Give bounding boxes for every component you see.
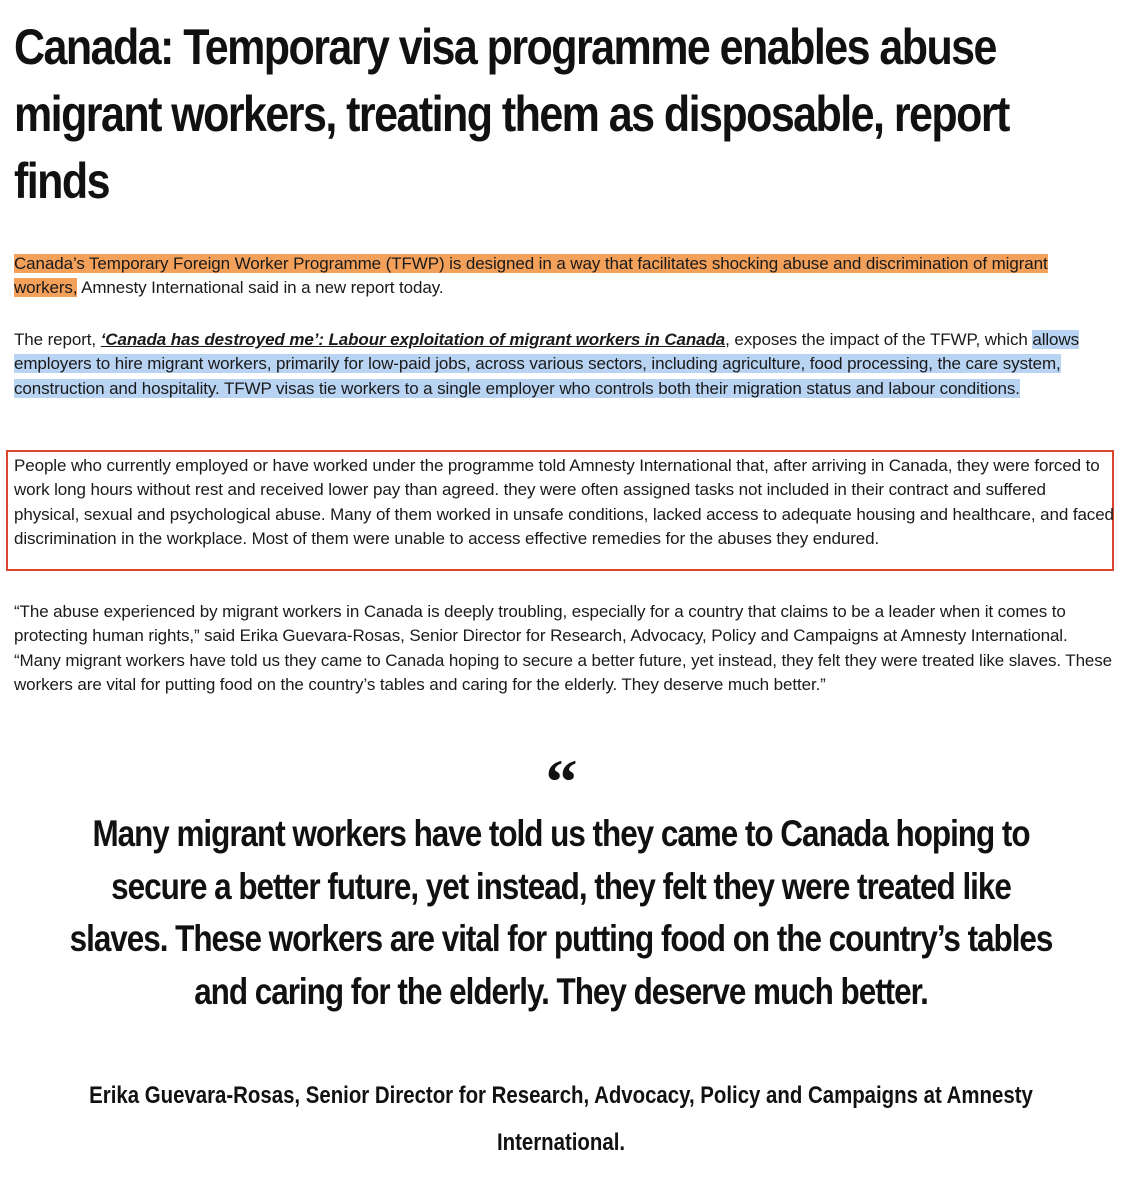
report-lead: The report, [14, 330, 101, 349]
quote-mark-icon: “ [545, 746, 578, 817]
pull-quote-text: Many migrant workers have told us they came to Canada hoping to secure a better future, yet instead, they felt they were treated like slaves. These workers are vital for putting food on the country’s tables and caring for the elderly. They deserve much better. [69, 813, 1053, 1012]
paragraph-intro [14, 252, 1114, 301]
report-title-link[interactable]: ‘Canada has destroyed me’: Labour exploitation of migrant workers in Canada [100, 330, 726, 349]
paragraph-testimony: People who currently employed or have worked under the programme told Amnesty International that, after arriving in Canada, they were forced to work long hours without rest and received lower pay than agreed. they were often assigned tasks not included in their contract and suffered physical, sexual and psychological abuse. Many of them worked in unsafe conditions, lacked access to adequate housing and healthcare, and faced discrimination in the workplace. Most of them were unable to access effective remedies for the abuses they endured. [14, 456, 1114, 548]
attribution-text: Erika Guevara-Rosas, Senior Director for Research, Advocacy, Policy and Campaigns at Amnesty International. [89, 1082, 1033, 1156]
blue-highlight: allows employers to hire migrant workers, primarily for low-paid jobs, across various sectors, including agriculture, food processing, the care system, construction and hospitality. TFWP visas tie workers to a single employer who controls both their migration status and labour conditions. [14, 330, 1079, 398]
orange-highlight: Canada’s Temporary Foreign Worker Programme (TFWP) is designed in a way that facilitates shocking abuse and discrimination of migrant workers, [14, 254, 1048, 298]
pull-quote-attribution [61, 1072, 1061, 1166]
intro-rest: Amnesty International said in a new report today. [77, 278, 444, 298]
report-middle: , exposes the impact of the TFWP, which [725, 330, 1033, 349]
article-headline: Canada: Temporary visa programme enables abuse migrant workers, treating them as disposable, report finds [14, 19, 1009, 209]
pull-quote [61, 808, 1061, 1018]
paragraph-report [14, 328, 1114, 401]
paragraph-quote: “The abuse experienced by migrant workers in Canada is deeply troubling, especially for a country that claims to be a leader when it comes to protecting human rights,” said Erika Guevara-Rosas, Senior Director for Research, Advocacy, Policy and Campaigns at Amnesty International. “Many migrant workers have told us they came to Canada hoping to secure a better future, yet instead, they felt they were treated like slaves. These workers are vital for putting food on the country’s tables and caring for the elderly. They deserve much better.” [14, 602, 1113, 694]
